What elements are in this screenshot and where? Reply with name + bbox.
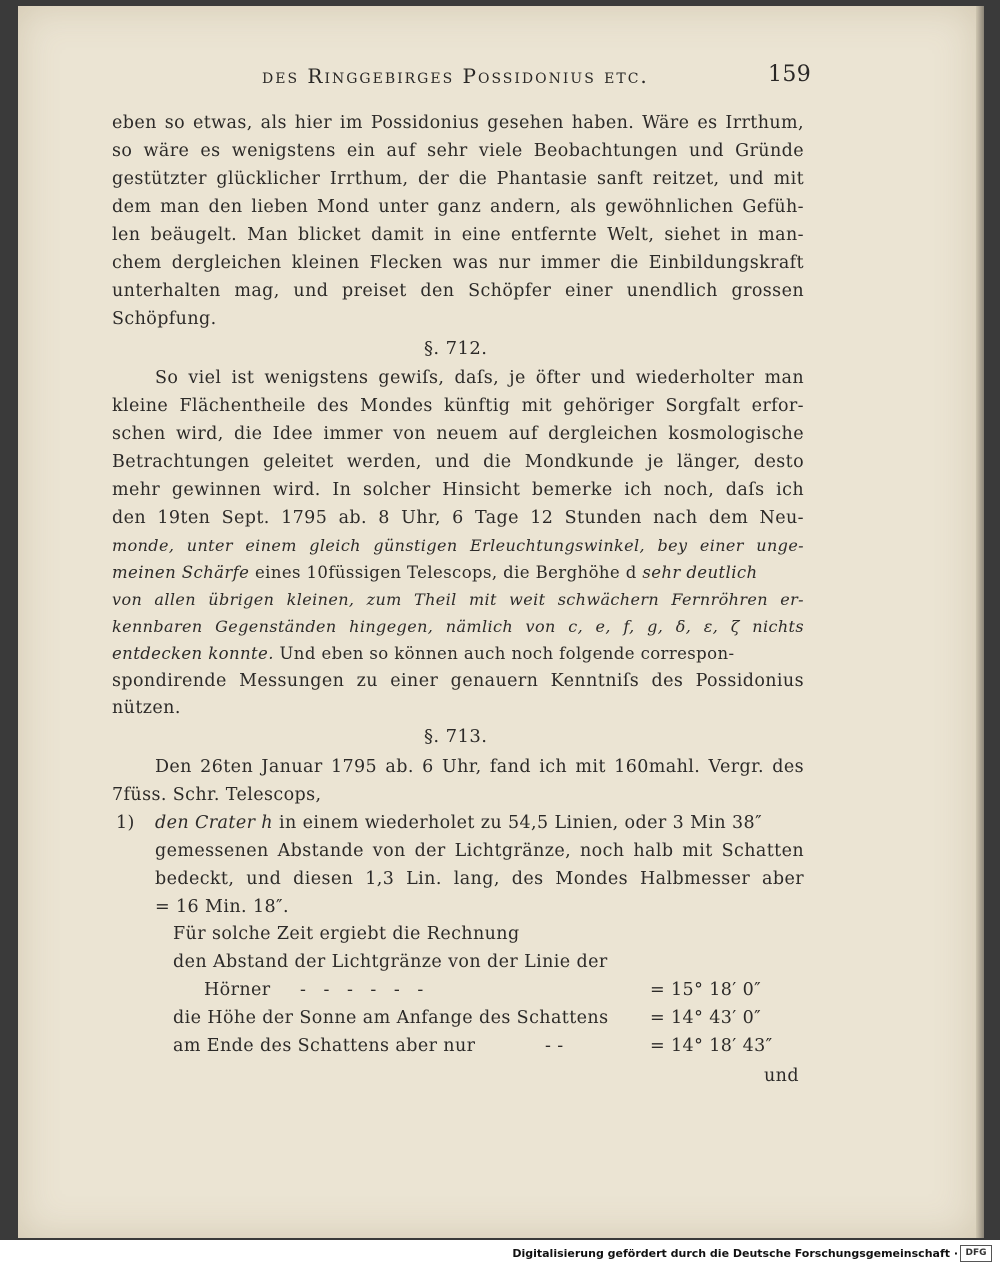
text-line: len beäugelt. Man blicket damit in eine entfernte Welt, siehet in man- — [112, 225, 804, 245]
italic-text: sehr deutlich — [636, 563, 758, 582]
dfg-credit: Digitalisierung gefördert durch die Deutsche Forschungsgemeinschaft · — [512, 1247, 958, 1260]
roman-text: Und eben so können auch noch folgende correspon- — [273, 644, 735, 663]
mixed-line — [155, 813, 804, 833]
dfg-logo: DFG — [960, 1245, 992, 1262]
text-line: 7füss. Schr. Telescops, — [112, 785, 322, 805]
text-line: dem man den lieben Mond unter ganz andern, als gewöhnlichen Gefüh- — [112, 197, 804, 217]
italic-line: kennbaren Gegenständen hingegen, nämlich von c, e, f, g, δ, ε, ζ nichts — [112, 617, 804, 636]
text-line: eben so etwas, als hier im Possidonius gesehen haben. Wäre es Irrthum, — [112, 113, 804, 133]
text-line: = 16 Min. 18″. — [155, 897, 289, 917]
row-dashes: - - - - - - — [300, 980, 430, 1000]
row-value: = 14° 43′ 0″ — [650, 1008, 762, 1028]
roman-text: eines 10füssigen Telescops, die Berghöhe d — [249, 563, 637, 582]
text-line: chem dergleichen kleinen Flecken was nur immer die Einbildungskraft — [112, 253, 804, 273]
text-line: So viel ist wenigstens gewiſs, daſs, je öfter und wiederholter man — [155, 368, 804, 388]
row-value: = 15° 18′ 0″ — [650, 980, 762, 1000]
italic-text: meinen Schärfe — [112, 563, 250, 582]
italic-line: von allen übrigen kleinen, zum Theil mit weit schwächern Fernröhren er- — [112, 590, 804, 609]
section-heading-712: §. 712. — [424, 338, 488, 359]
row-label: am Ende des Schattens aber nur — [173, 1036, 476, 1056]
text-line: gemessenen Abstande von der Lichtgränze, noch halb mit Schatten — [155, 841, 804, 861]
page-edge — [976, 6, 984, 1238]
page-number: 159 — [768, 62, 812, 87]
row-value: = 14° 18′ 43″ — [650, 1036, 773, 1056]
mixed-line — [112, 563, 804, 582]
mixed-line — [112, 644, 804, 663]
text-line: unterhalten mag, und preiset den Schöpfer einer unendlich grossen — [112, 281, 804, 301]
text-line: den 19ten Sept. 1795 ab. 8 Uhr, 6 Tage 12 Stunden nach dem Neu- — [112, 508, 804, 528]
text-line: Den 26ten Januar 1795 ab. 6 Uhr, fand ich mit 160mahl. Vergr. des — [155, 757, 804, 777]
row-dashes: - - — [545, 1036, 564, 1056]
item-number: 1) — [116, 813, 135, 833]
text-line: gestützter glücklicher Irrthum, der die Phantasie sanft reitzet, und mit — [112, 169, 804, 189]
text-line: spondirende Messungen zu einer genauern Kenntniſs des Possidonius — [112, 671, 804, 691]
row-label: die Höhe der Sonne am Anfange des Schattens — [173, 1008, 609, 1028]
italic-line: monde, unter einem gleich günstigen Erleuchtungswinkel, bey einer unge- — [112, 536, 804, 555]
calc-line: den Abstand der Lichtgränze von der Linie der — [173, 952, 608, 972]
text-line: kleine Flächentheile des Mondes künftig mit gehöriger Sorgfalt erfor- — [112, 396, 804, 416]
text-line: mehr gewinnen wird. In solcher Hinsicht bemerke ich noch, daſs ich — [112, 480, 804, 500]
text-line: so wäre es wenigstens ein auf sehr viele Beobachtungen und Gründe — [112, 141, 804, 161]
calc-intro: Für solche Zeit ergiebt die Rechnung — [173, 924, 520, 944]
row-label: Hörner — [204, 980, 271, 1000]
text-line: bedeckt, und diesen 1,3 Lin. lang, des Mondes Halbmesser aber — [155, 869, 804, 889]
section-heading-713: §. 713. — [424, 726, 488, 747]
text-line: Schöpfung. — [112, 309, 217, 329]
text-line: Betrachtungen geleitet werden, und die Mondkunde je länger, desto — [112, 452, 804, 472]
text-line: schen wird, die Idee immer von neuem auf dergleichen kosmologische — [112, 424, 804, 444]
running-title: des Ringgebirges Possidonius etc. — [262, 64, 649, 88]
catchword: und — [764, 1066, 799, 1086]
roman-text: in einem wiederholet zu 54,5 Linien, oder 3 Min 38″ — [272, 813, 763, 833]
italic-text: den Crater h — [155, 813, 273, 833]
italic-text: entdecken konnte. — [112, 644, 274, 663]
text-line: nützen. — [112, 698, 181, 718]
